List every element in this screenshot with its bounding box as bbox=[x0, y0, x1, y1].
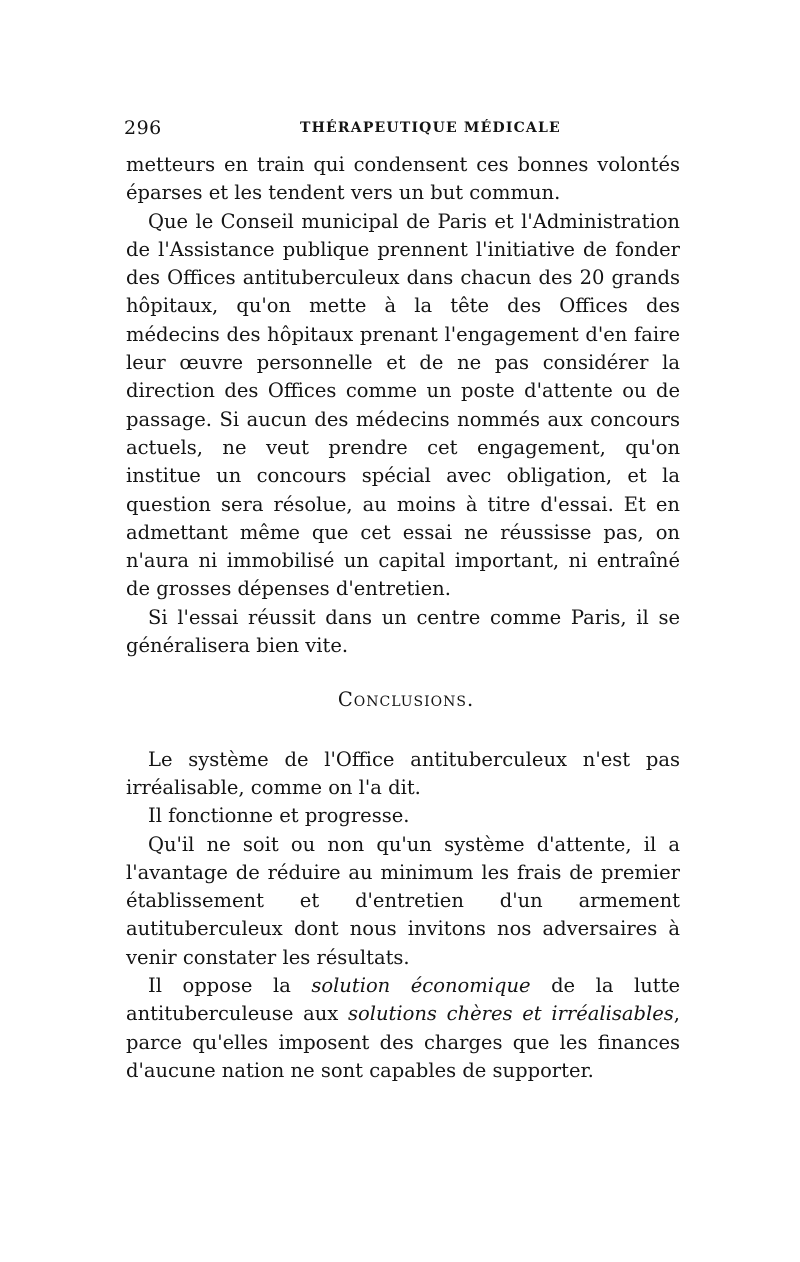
text-run: de la lutte antituberculeuse aux bbox=[126, 974, 680, 1026]
paragraph-proposal: Que le Conseil municipal de Paris et l'Administration de l'Assistance publique prennent l'initiative de fonder des Offices antituberculeux dans chacun des 20 grands hôpitaux, qu'on mette à la tête des Offices des médecins des hôpitaux prenant l'engagement d'en faire leur œuvre personnelle et de ne pas considérer la direction des Offices comme un poste d'attente ou de passage. Si aucun des médecins nommés aux concours actuels, ne veut prendre cet engagement, qu'on institue un concours spécial avec obligation, et la question sera résolue, au moins à titre d'essai. Et en admettant même que cet essai ne réussisse pas, on n'aura ni immobilisé un capital important, ni entraîné de grosses dépenses d'entretien. bbox=[126, 209, 680, 601]
text-run: , parce qu'elles imposent des charges que les finances d'aucune nation ne sont capables de supporter. bbox=[126, 1002, 680, 1082]
paragraph-generalisation: Si l'essai réussit dans un centre comme Paris, il se généralisera bien vite. bbox=[126, 605, 680, 658]
paragraph-conclusion-4 bbox=[126, 972, 680, 1085]
running-title: THÉRAPEUTIQUE MÉDICALE bbox=[300, 120, 561, 136]
text-run: Il oppose la bbox=[148, 974, 312, 998]
paragraph-conclusion-1: Le système de l'Office antituberculeux n'est pas irréalisable, comme on l'a dit. bbox=[126, 747, 680, 799]
body-text bbox=[126, 151, 680, 1085]
page-number: 296 bbox=[124, 117, 162, 139]
italic-phrase-costly-solutions: solutions chères et irréalisables bbox=[348, 1002, 674, 1026]
paragraph-continuation: metteurs en train qui condensent ces bonnes volontés éparses et les tendent vers un but commun. bbox=[126, 153, 680, 205]
paragraph-conclusion-3: Qu'il ne soit ou non qu'un système d'attente, il a l'avantage de réduire au minimum les frais de premier établissement et d'entretien d'un armement autituberculeux dont nous invitons nos adversaires à venir constater les résultats. bbox=[126, 832, 680, 969]
paragraph-conclusion-2: Il fonctionne et progresse. bbox=[148, 804, 410, 828]
section-heading-text: Conclusions. bbox=[337, 688, 475, 712]
section-heading-conclusions bbox=[126, 686, 680, 714]
running-head bbox=[124, 117, 680, 139]
italic-phrase-economic-solution: solution économique bbox=[311, 974, 531, 998]
